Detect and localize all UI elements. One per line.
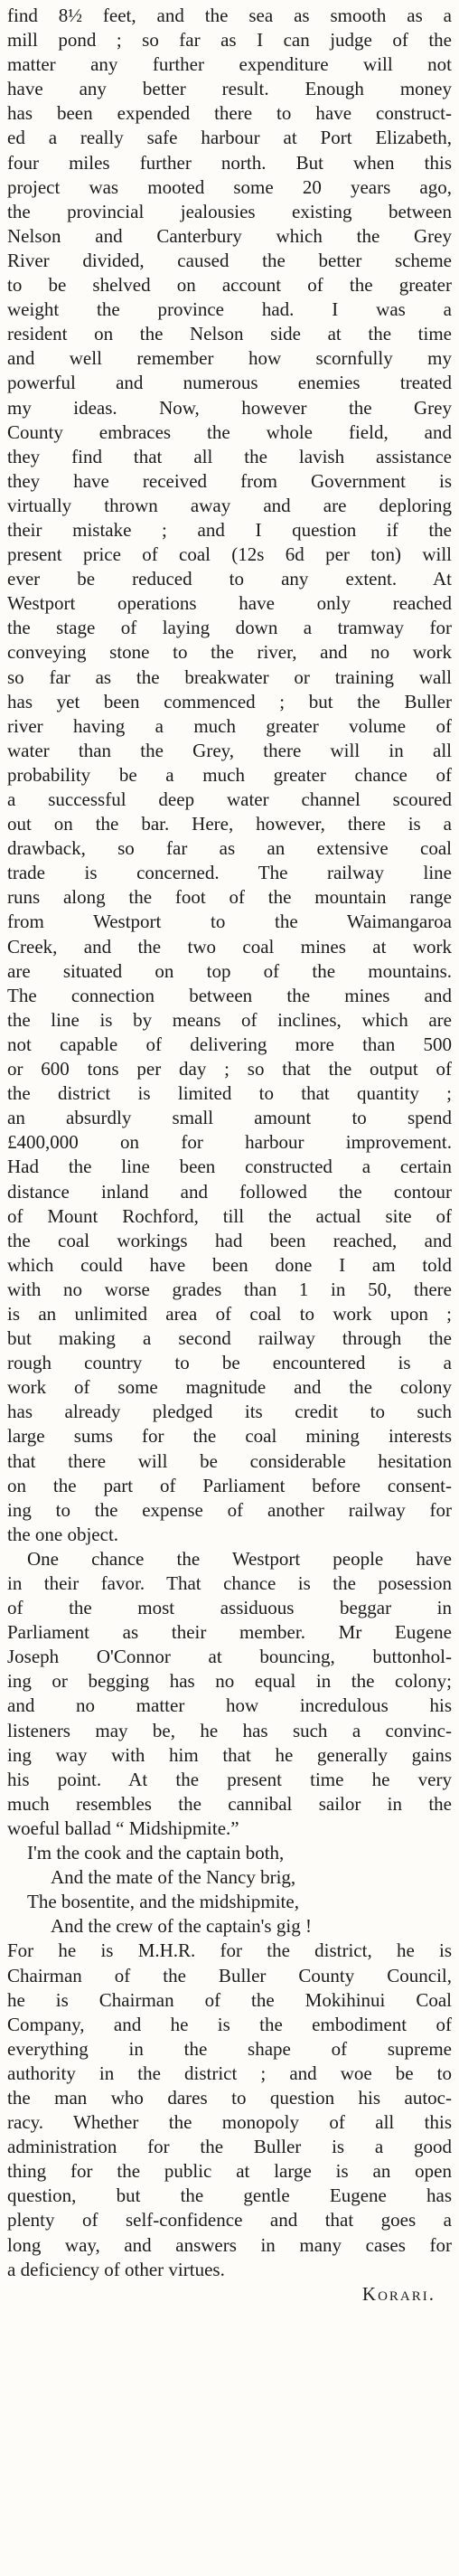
text-line: with no worse grades than 1 in 50, there [7,1278,452,1300]
text-line: to be shelved on account of the greater [7,274,452,297]
text-line: four miles further north. But when this [7,151,452,174]
text-line: much resembles the cannibal sailor in the [7,1792,452,1815]
text-line: powerful and numerous enemies treated [7,372,452,394]
text-line: For he is M.H.R. for the district, he is [7,1939,452,1962]
text-line: Company, and he is the embodiment of [7,2013,452,2035]
article-paragraph-2 [7,1547,452,1841]
text-line: has already pledged its credit to such [7,1401,452,1423]
text-line: river having a much greater volume of [7,714,452,737]
text-line: Parliament as their member. Mr Eugene [7,1621,452,1644]
text-line: virtually thrown away and are deploring [7,494,452,516]
text-line: Had the line been constructed a certain [7,1156,452,1178]
text-line: which could have been done I am told [7,1253,452,1276]
text-line: I'm the cook and the captain both, [27,1842,285,1864]
text-line: listeners may be, he has such a convinc- [7,1719,452,1741]
text-line: the district is limited to that quantity ; [7,1082,452,1105]
text-line: his point. At the present time he very [7,1768,452,1790]
text-line: of Mount Rochford, till the actual site of [7,1204,452,1227]
text-line: of the most assiduous beggar in [7,1597,452,1619]
text-line: Westport operations have only reached [7,592,452,615]
text-line: resident on the Nelson side at the time [7,323,452,345]
text-line: £400,000 on for harbour improvement. [7,1131,452,1154]
text-line: ing to the expense of another railway for [7,1498,452,1521]
text-line: Creek, and the two coal mines at work [7,935,452,958]
text-line: a deficiency of other virtues. [7,2258,225,2280]
author-signature: Korari. [361,2282,436,2305]
text-line: or 600 tons per day ; so that the output of [7,1058,452,1080]
text-line: their mistake ; and I question if the [7,518,452,541]
text-line: a successful deep water channel scoured [7,788,452,810]
text-line: but making a second railway through the [7,1327,452,1350]
text-line: And the mate of the Nancy brig, [51,1866,296,1889]
text-line: is an unlimited area of coal to work upon ; [7,1302,452,1325]
text-line: runs along the foot of the mountain range [7,886,452,909]
text-line: in their favor. That chance is the posession [7,1572,452,1594]
text-line: water than the Grey, there will in all [7,739,452,761]
text-line: ever be reduced to any extent. At [7,568,452,590]
text-line: matter any further expenditure will not [7,53,452,76]
text-line: mill pond ; so far as I can judge of the [7,29,452,52]
text-line: weight the province had. I was a [7,298,452,321]
text-line: River divided, caused the better scheme [7,249,452,271]
ballad-verse [7,1841,452,1939]
text-line: One chance the Westport people have [27,1547,452,1570]
text-line: ing or begging has no equal in the colony; [7,1670,452,1693]
text-line: County embraces the whole field, and [7,420,452,443]
text-line: and well remember how scornfully my [7,347,452,370]
text-line: they have received from Government is [7,469,452,492]
text-line: the one object. [7,1523,119,1545]
text-line: the coal workings had been reached, and [7,1229,452,1251]
article-paragraph-1 [7,4,452,1547]
text-line: out on the bar. Here, however, there is a [7,813,452,835]
text-line: that there will be considerable hesitation [7,1449,452,1472]
text-line: not capable of delivering more than 500 [7,1033,452,1055]
text-line: Nelson and Canterbury which the Grey [7,224,452,247]
text-line: present price of coal (12s 6d per ton) will [7,543,452,566]
text-line: long way, and answers in many cases for [7,2233,452,2256]
text-line: on the part of Parliament before consent- [7,1474,452,1496]
text-line: the stage of laying down a tramway for [7,617,452,639]
text-line: trade is concerned. The railway line [7,862,452,884]
text-line: Joseph O'Connor at bouncing, buttonhol- [7,1646,452,1668]
text-line: have any better result. Enough money [7,78,452,100]
text-line: the provincial jealousies existing between [7,200,452,222]
text-line: has been expended there to have construct- [7,102,452,125]
text-line: work of some magnitude and the colony [7,1376,452,1399]
article-column [7,4,452,2307]
text-line: find 8½ feet, and the sea as smooth as a [7,5,452,26]
text-line: authority in the district ; and woe be to [7,2062,452,2084]
text-line: administration for the Buller is a good [7,2136,452,2158]
text-line: the man who dares to question his autoc- [7,2086,452,2109]
text-line: probability be a much greater chance of [7,763,452,786]
text-line: distance inland and followed the contour [7,1180,452,1203]
text-line: ing way with him that he generally gains [7,1743,452,1766]
text-line: question, but the gentle Eugene has [7,2184,452,2207]
text-line: project was mooted some 20 years ago, [7,175,452,198]
text-line: the line is by means of inclines, which are [7,1008,452,1031]
text-line: rough country to be encountered is a [7,1352,452,1374]
text-line: racy. Whether the monopoly of all this [7,2111,452,2134]
text-line: and no matter how incredulous his [7,1694,452,1717]
text-line: everything in the shape of supreme [7,2037,452,2060]
text-line: are situated on top of the mountains. [7,959,452,982]
text-line: large sums for the coal mining interests [7,1425,452,1448]
text-line: And the crew of the captain's gig ! [51,1915,312,1938]
text-line: The connection between the mines and [7,984,452,1006]
article-paragraph-3 [7,1939,452,2281]
text-line: has yet been commenced ; but the Buller [7,690,452,712]
text-line: thing for the public at large is an open [7,2160,452,2183]
text-line: conveying stone to the river, and no work [7,641,452,664]
text-line: an absurdly small amount to spend [7,1107,452,1129]
text-line: he is Chairman of the Mokihinui Coal [7,1988,452,2011]
text-line: plenty of self-confidence and that goes a [7,2209,452,2232]
text-line: The bosentite, and the midshipmite, [27,1891,299,1913]
text-line: my ideas. Now, however the Grey [7,396,452,419]
text-line: woeful ballad “ Midshipmite.” [7,1816,239,1839]
text-line: drawback, so far as an extensive coal [7,837,452,860]
text-line: they find that all the lavish assistance [7,445,452,467]
text-line: from Westport to the Waimangaroa [7,911,452,933]
text-line: so far as the breakwater or training wall [7,665,452,688]
text-line: ed a really safe harbour at Port Elizabeth, [7,127,452,149]
text-line: Chairman of the Buller County Council, [7,1964,452,1986]
